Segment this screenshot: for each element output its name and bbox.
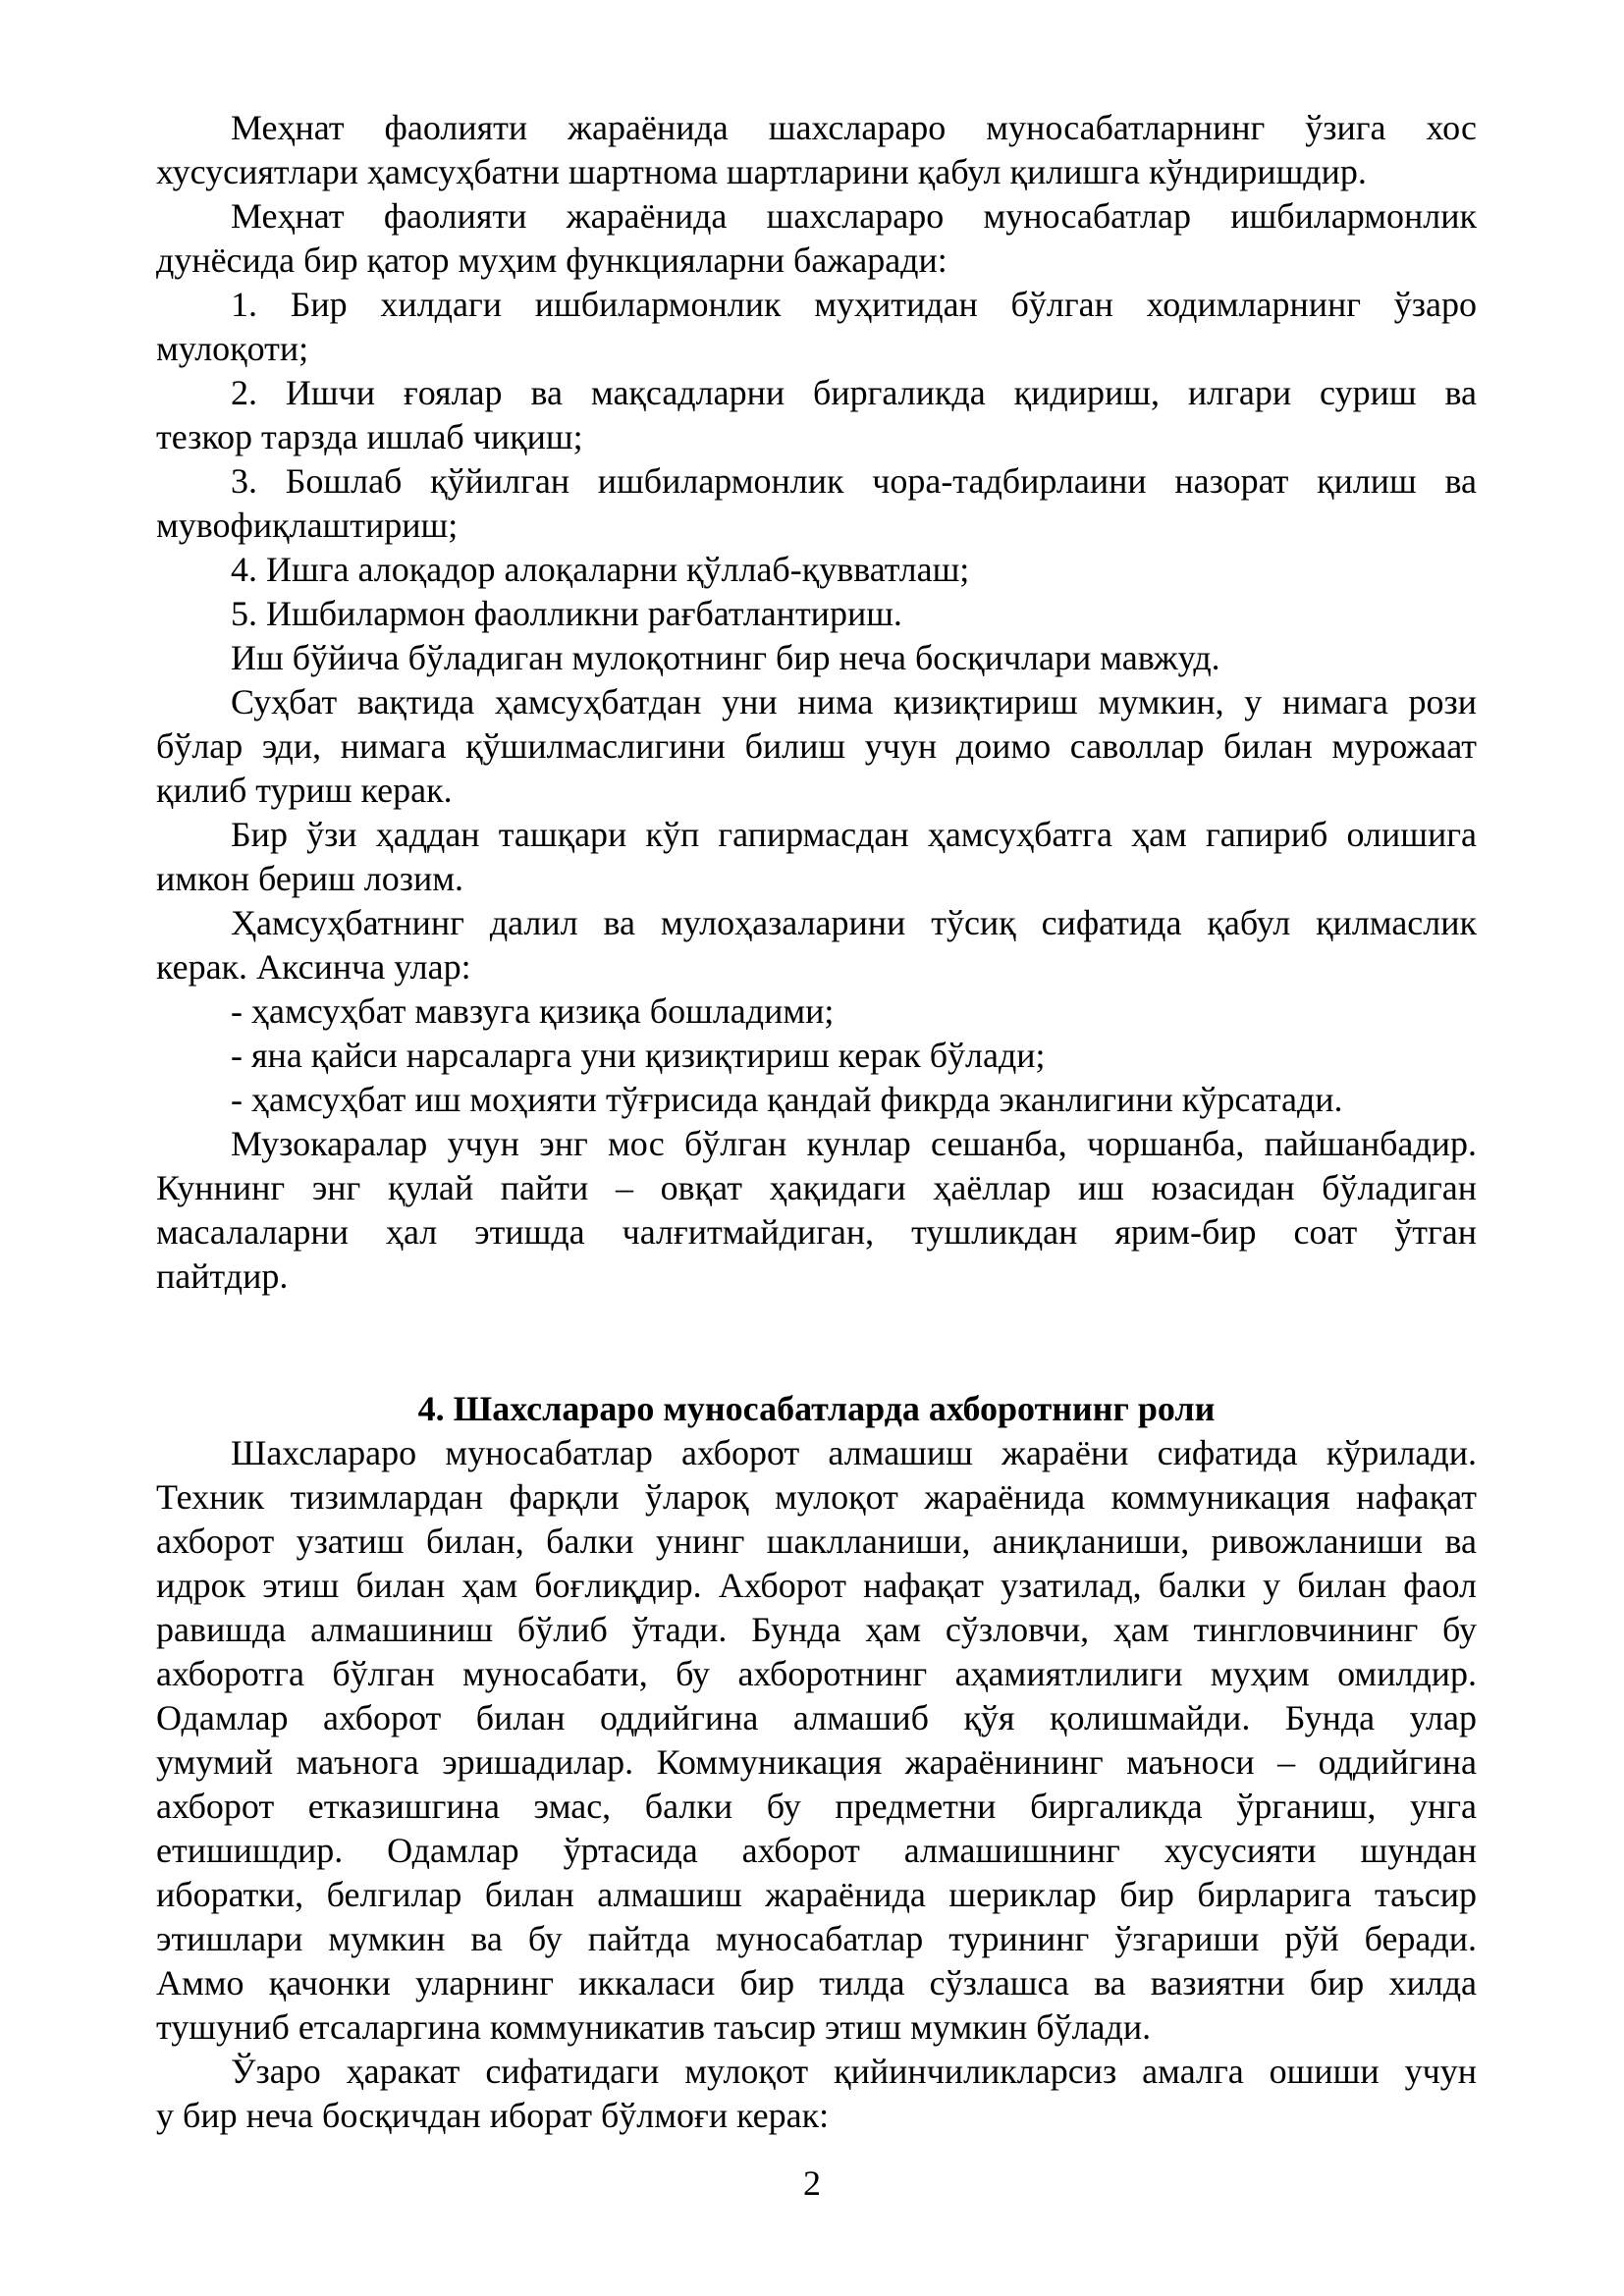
text-line: Иш бўйича бўладиган мулоқотнинг бир неча босқичлари мавжуд. [231, 638, 1220, 677]
text-line: тезкор тарзда ишлаб чиқиш; [156, 417, 583, 456]
text-line: хусусиятлари ҳамсуҳбатни шартнома шартларини қабул қилишга кўндиришдир. [156, 152, 1367, 191]
text-line: Меҳнат фаолияти жараёнида шахслараро муносабатларнинг ўзига хос [231, 108, 1477, 147]
text-line: ахборотга бўлган муносабати, бу ахборотнинг аҳамиятлилиги муҳим омилдир. [156, 1654, 1477, 1693]
text-line: 1. Бир хилдаги ишбилармонлик муҳитидан бўлган ходимларнинг ўзаро [231, 285, 1477, 324]
text-line: Аммо қачонки уларнинг иккаласи бир тилда сўзлашса ва вазиятни бир хилда [156, 1963, 1477, 2002]
text-line: 4. Ишга алоқадор алоқаларни қўллаб-қувватлаш; [231, 550, 970, 589]
text-line: Куннинг энг қулай пайти – овқат ҳақидаги ҳаёллар иш юзасидан бўладиган [156, 1168, 1477, 1207]
text-line: масалаларни ҳал этишда чалғитмайдиган, тушликдан ярим-бир соат ўтган [156, 1212, 1477, 1252]
text-line: пайтдир. [156, 1256, 289, 1296]
section-heading: 4. Шахслараро муносабатларда ахборотнинг роли [417, 1389, 1216, 1428]
text-line: - ҳамсуҳбат мавзуга қизиқа бошладими; [231, 991, 835, 1031]
text-line: Суҳбат вақтида ҳамсуҳбатдан уни нима қизиқтириш мумкин, у нимага рози [231, 682, 1477, 721]
text-line: иборатки, белгилар билан алмашиш жараёнида шериклар бир бирларига таъсир [156, 1875, 1477, 1914]
text-line: Бир ўзи ҳаддан ташқари кўп гапирмасдан ҳамсуҳбатга ҳам гапириб олишига [231, 815, 1477, 854]
text-line: қилиб туриш керак. [156, 771, 453, 810]
text-line: этишлари мумкин ва бу пайтда муносабатлар турининг ўзгариши рўй беради. [156, 1919, 1477, 1958]
text-line: идрок этиш билан ҳам боғлиқдир. Ахборот нафақат узатилад, балки у билан фаол [156, 1566, 1477, 1605]
text-line: етишишдир. Одамлар ўртасида ахборот алмашишнинг хусусияти шундан [156, 1831, 1477, 1870]
text-line: - ҳамсуҳбат иш моҳияти тўғрисида қандай фикрда эканлигини кўрсатади. [231, 1080, 1343, 1119]
text-line: Ўзаро ҳаракат сифатидаги мулоқот қийинчиликларсиз амалга ошиши учун [231, 2052, 1477, 2091]
text-line: Шахслараро муносабатлар ахборот алмашиш жараёни сифатида кўрилади. [231, 1433, 1477, 1472]
text-line: имкон бериш лозим. [156, 859, 464, 898]
text-line: дунёсида бир қатор муҳим функцияларни бажаради: [156, 240, 947, 280]
text-line: 2. Ишчи ғоялар ва мақсадларни биргаликда қидириш, илгари суриш ва [231, 373, 1477, 412]
text-line: - яна қайси нарсаларга уни қизиқтириш керак бўлади; [231, 1036, 1046, 1075]
text-line: у бир неча босқичдан иборат бўлмоғи керак: [156, 2096, 830, 2135]
text-line: 3. Бошлаб қўйилган ишбилармонлик чора-тадбирлаини назорат қилиш ва [231, 461, 1477, 501]
text-line: мулоқоти; [156, 329, 309, 368]
text-line: Меҳнат фаолияти жараёнида шахслараро муносабатлар ишбилармонлик [231, 196, 1477, 236]
text-line: Техник тизимлардан фарқли ўлароқ мулоқот жараёнида коммуникация нафақат [156, 1477, 1477, 1517]
text-line: ахборот узатиш билан, балки унинг шаклланиши, аниқланиши, ривожланиши ва [156, 1522, 1477, 1561]
text-line: ахборот етказишгина эмас, балки бу предметни биргаликда ўрганиш, унга [156, 1787, 1477, 1826]
text-line: керак. Аксинча улар: [156, 947, 471, 987]
text-line: умумий маъногa эришадилар. Коммуникация жараёнининг маъноси – оддийгина [156, 1742, 1477, 1782]
text-line: равишда алмашиниш бўлиб ўтади. Бунда ҳам сўзловчи, ҳам тингловчининг бу [156, 1610, 1477, 1649]
text-line: мувофиқлаштириш; [156, 506, 459, 545]
text-line: Ҳамсуҳбатнинг далил ва мулоҳазаларини тўсиқ сифатида қабул қилмаслик [231, 903, 1477, 942]
text-line: бўлар эди, нимага қўшилмаслигини билиш учун доимо саволлар билан мурожаат [156, 726, 1477, 766]
text-line: 5. Ишбилармон фаолликни рағбатлантириш. [231, 594, 902, 633]
text-line: тушуниб етсаларгина коммуникатив таъсир этиш мумкин бўлади. [156, 2007, 1152, 2047]
text-line: Музокаралар учун энг мос бўлган кунлар сешанба, чоршанба, пайшанбадир. [231, 1124, 1477, 1163]
text-line: Одамлар ахборот билан оддийгина алмашиб қўя қолишмайди. Бунда улар [156, 1698, 1477, 1737]
page-number: 2 [803, 2163, 821, 2203]
